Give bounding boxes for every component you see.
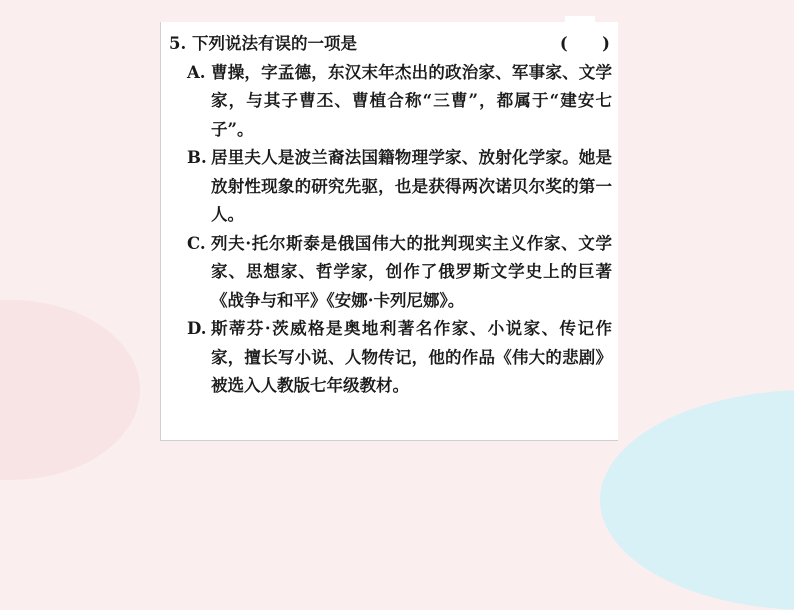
option-c <box>187 230 612 316</box>
option-label: A. <box>187 62 206 82</box>
option-label: D. <box>187 319 207 338</box>
option-text: 斯蒂芬·茨威格是奥地利著名作家、小说家、传记作家，擅长写小说、人物传记，他的作品《伟大的悲剧》被选入人教版七年级教材。 <box>211 319 612 395</box>
option-text: 列夫·托尔斯泰是俄国伟大的批判现实主义作家、文学家、思想家、哲学家，创作了俄罗斯文学史上的巨著《战争与和平》《安娜·卡列尼娜》。 <box>211 233 612 310</box>
background-decoration <box>0 300 140 480</box>
option-text: 居里夫人是波兰裔法国籍物理学家、放射化学家。她是放射性现象的研究先驱，也是获得两次诺贝尔奖的第一人。 <box>211 148 612 224</box>
option-a <box>187 59 612 145</box>
answer-bracket: ( ) <box>559 34 610 53</box>
option-label: B. <box>187 148 207 167</box>
option-b <box>187 144 612 230</box>
background-wave <box>600 390 794 610</box>
question-text: 5. 下列说法有误的一项是 <box>169 34 357 53</box>
option-text: 曹操，字孟德，东汉末年杰出的政治家、军事家、文学家，与其子曹丕、曹植合称“三曹”，都属于“建安七子”。 <box>211 62 612 139</box>
option-label: C. <box>187 233 206 253</box>
question-stem <box>169 30 612 59</box>
question-content <box>169 30 612 401</box>
question-card <box>160 22 618 441</box>
option-d <box>187 315 612 401</box>
